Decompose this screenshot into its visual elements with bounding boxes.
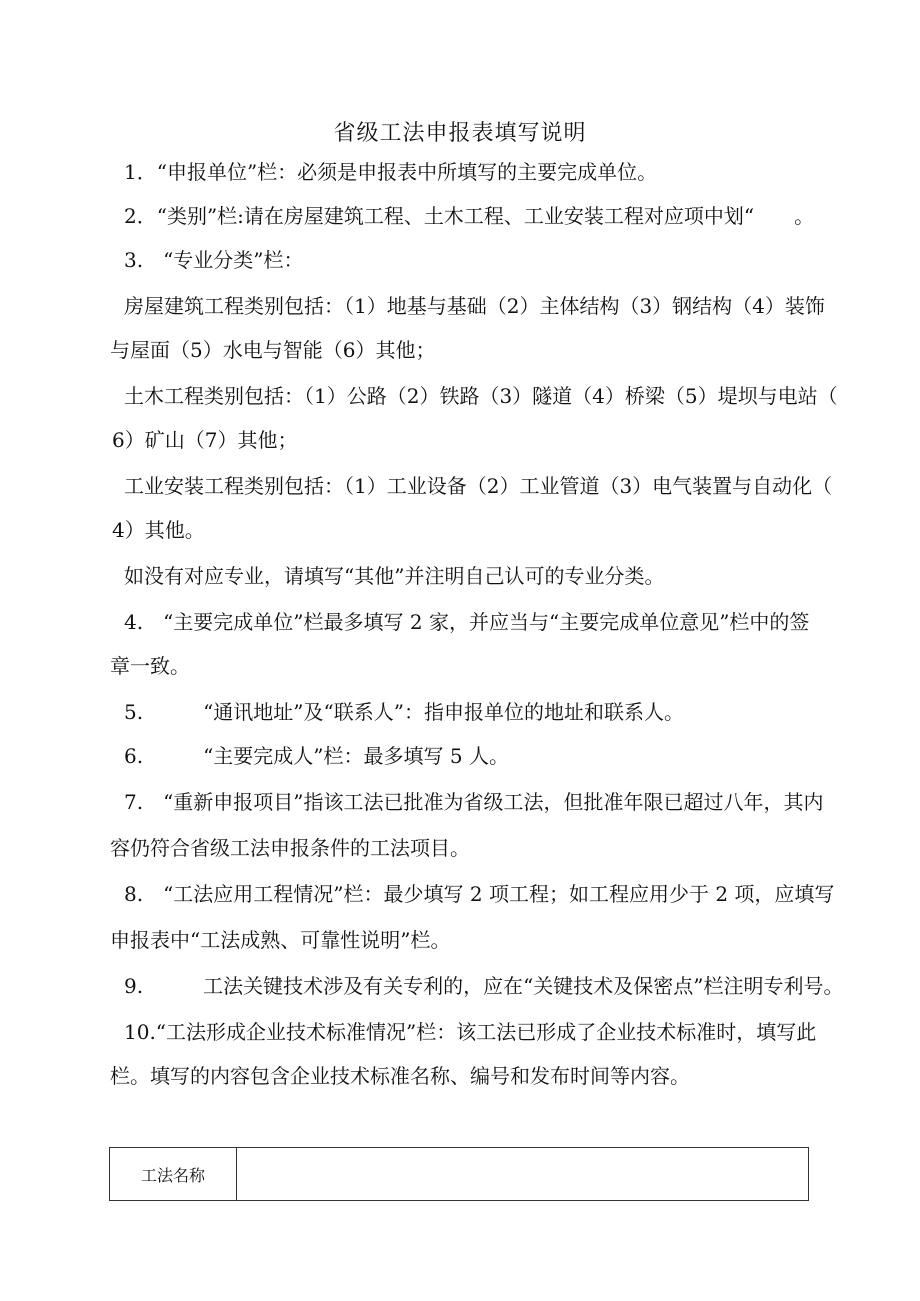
instruction-line: 如没有对应专业，请填写“其他”并注明自己认可的专业分类。 [124, 564, 665, 588]
page-title: 省级工法申报表填写说明 [333, 121, 587, 146]
instruction-line: 6）矿山（7）其他； [112, 428, 298, 452]
instruction-line: 4. “主要完成单位”栏最多填写 2 家，并应当与“主要完成单位意见”栏中的签 [124, 610, 810, 634]
instruction-line: 3. “专业分类”栏： [124, 248, 304, 272]
instruction-line: 容仍符合省级工法申报条件的工法项目。 [110, 836, 470, 860]
instruction-line: 5. “通讯地址”及“联系人”：指申报单位的地址和联系人。 [124, 700, 684, 724]
instruction-line: 7. “重新申报项目”指该工法已批准为省级工法，但批准年限已超过八年，其内 [124, 790, 824, 814]
instruction-line: 章一致。 [110, 654, 190, 678]
instruction-line: 工业安装工程类别包括：（1）工业设备（2）工业管道（3）电气装置与自动化（ [124, 474, 833, 498]
instruction-line: 2．“类别”栏:请在房屋建筑工程、土木工程、工业安装工程对应项中划“ 。 [124, 204, 815, 228]
instruction-line: 土木工程类别包括：（1）公路（2）铁路（3）隧道（4）桥梁（5）堤坝与电站（ [124, 384, 838, 408]
instruction-line: 1．“申报单位”栏：必须是申报表中所填写的主要完成单位。 [124, 160, 658, 184]
method-name-value[interactable] [237, 1148, 808, 1200]
instruction-line: 房屋建筑工程类别包括：（1）地基与基础（2）主体结构（3）钢结构（4）装饰 [124, 294, 825, 318]
method-name-label: 工法名称 [110, 1148, 237, 1200]
method-name-table [109, 1147, 809, 1201]
instruction-line: 栏。填写的内容包含企业技术标准名称、编号和发布时间等内容。 [110, 1064, 690, 1088]
instruction-line: 申报表中“工法成熟、可靠性说明”栏。 [110, 928, 451, 952]
instruction-line: 与屋面（5）水电与智能（6）其他； [110, 338, 436, 362]
instruction-line: 6. “主要完成人”栏：最多填写 5 人。 [124, 744, 509, 768]
instruction-line: 10.“工法形成企业技术标准情况”栏：该工法已形成了企业技术标准时，填写此 [124, 1020, 817, 1044]
instruction-line: 8. “工法应用工程情况”栏：最少填写 2 项工程；如工程应用少于 2 项，应填写 [124, 882, 835, 906]
instruction-line: 4）其他。 [112, 518, 205, 542]
instruction-line: 9. 工法关键技术涉及有关专利的，应在“关键技术及保密点”栏注明专利号。 [124, 974, 844, 998]
